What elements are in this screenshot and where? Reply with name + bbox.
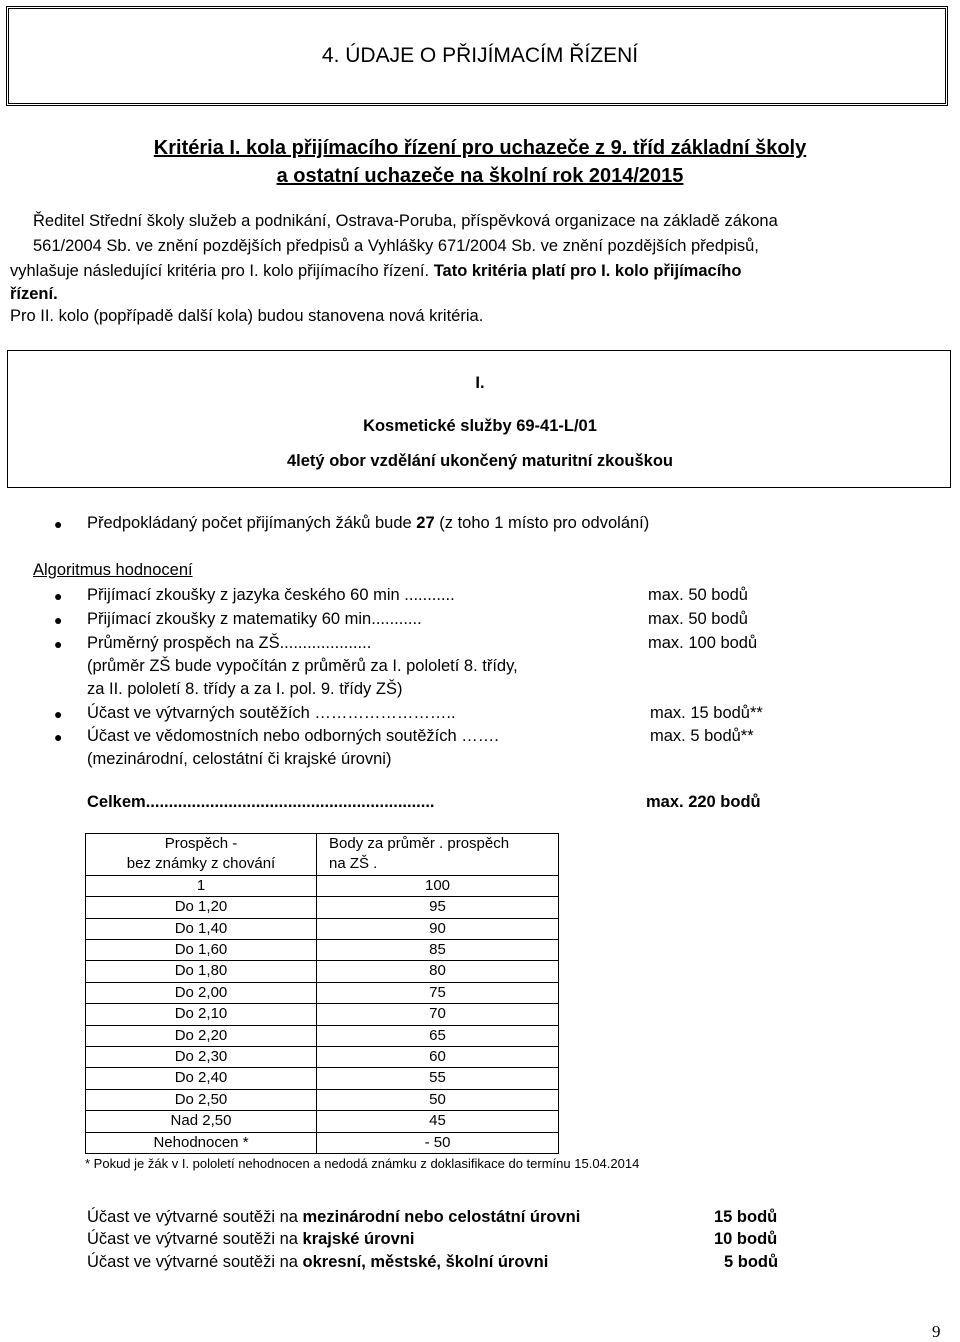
points-cell: 50 [317, 1089, 559, 1110]
art-level: krajské úrovni [302, 1230, 415, 1248]
intro-line-5: Pro II. kolo (popřípadě další kola) budou stanovena nová kritéria. [10, 307, 484, 325]
points-cell: 90 [317, 918, 559, 939]
intro-line-3 [10, 262, 741, 281]
algorithm-item-average-max: max. 100 bodů [648, 634, 758, 652]
item-label: Přijímací zkoušky z jazyka českého 60 min ... [87, 586, 419, 604]
bullet-icon: ● [54, 612, 63, 628]
art-line-district [87, 1253, 548, 1272]
art-level: okresní, městské, školní úrovni [302, 1253, 549, 1271]
grade-cell: Do 1,40 [86, 918, 317, 939]
bullet-icon: ● [54, 706, 63, 722]
item-label: Průměrný prospěch na ZŠ [87, 634, 280, 652]
header-points-line1: Body za průměr . prospěch [329, 835, 510, 852]
competition-note: (mezinárodní, celostátní či krajské úrovni) [87, 750, 392, 768]
table-body [86, 875, 559, 1153]
points-cell: 85 [317, 940, 559, 961]
points-cell: - 50 [317, 1132, 559, 1153]
table-row [86, 1089, 559, 1110]
art-prefix: Účast ve výtvarné soutěži na [87, 1208, 303, 1226]
table-footnote: * Pokud je žák v I. pololetí nehodnocen a nedodá známku z doklasifikace do termínu 15.04.2014 [85, 1156, 640, 1171]
table-row [86, 1111, 559, 1132]
points-cell: 80 [317, 961, 559, 982]
grade-cell: Do 2,00 [86, 982, 317, 1003]
expected-count: 27 [416, 514, 435, 532]
algorithm-item-knowledge [87, 727, 499, 746]
table-row [86, 1025, 559, 1046]
total-value: max. 220 bodů [646, 793, 761, 811]
score-table [85, 833, 559, 1154]
average-note-line2: za II. pololetí 8. třídy a za I. pol. 9. třídy ZŠ) [87, 680, 403, 698]
table-row [86, 918, 559, 939]
intro-line-4: řízení. [10, 285, 58, 303]
total-dots: ............................................................... [145, 793, 435, 811]
grade-cell: Do 1,20 [86, 897, 317, 918]
total-row [87, 793, 435, 812]
table-header-points [317, 834, 559, 876]
algorithm-item-average [87, 634, 371, 653]
header-points-line2: na ZŠ . [329, 855, 378, 873]
item-label: Přijímací zkoušky z matematiky 60 min [87, 610, 372, 628]
field-roman-numeral: I. [475, 374, 485, 392]
table-row [86, 875, 559, 896]
table-row [86, 940, 559, 961]
field-name: Kosmetické služby 69-41-L/01 [363, 417, 597, 435]
table-row [86, 1132, 559, 1153]
grade-cell: Do 2,10 [86, 1004, 317, 1025]
algorithm-item-art [87, 704, 456, 723]
item-dots: …………………….. [309, 704, 456, 722]
art-level: mezinárodní nebo celostátní úrovni [302, 1208, 581, 1226]
expected-prefix: Předpokládaný počet přijímaných žáků bude [87, 514, 417, 532]
grade-cell: Do 1,60 [86, 940, 317, 961]
table-row [86, 961, 559, 982]
algorithm-item-math-max: max. 50 bodů [648, 610, 748, 628]
bullet-icon: ● [54, 516, 63, 532]
algorithm-item-czech [87, 586, 455, 605]
page-number: 9 [932, 1322, 941, 1341]
points-cell: 55 [317, 1068, 559, 1089]
algorithm-item-knowledge-max: max. 5 bodů** [650, 727, 754, 745]
item-label: Účast ve výtvarných soutěžích [87, 704, 310, 722]
algorithm-item-art-max: max. 15 bodů** [650, 704, 763, 722]
grade-cell: 1 [86, 875, 317, 896]
grade-cell: Nehodnocen * [86, 1132, 317, 1153]
header-grade-line1: Prospěch - [164, 835, 238, 852]
points-cell: 100 [317, 875, 559, 896]
table-row [86, 982, 559, 1003]
criteria-title-line2: a ostatní uchazeče na školní rok 2014/2015 [276, 165, 684, 187]
grade-cell: Do 2,40 [86, 1068, 317, 1089]
art-line-regional [87, 1230, 414, 1249]
item-label: Účast ve vědomostních nebo odborných soutěžích [87, 727, 457, 745]
grade-cell: Do 1,80 [86, 961, 317, 982]
table-row [86, 1047, 559, 1068]
art-line-international [87, 1208, 580, 1227]
total-label: Celkem [87, 793, 146, 811]
table-header-grade [86, 834, 317, 876]
points-cell: 75 [317, 982, 559, 1003]
points-cell: 45 [317, 1111, 559, 1132]
points-cell: 70 [317, 1004, 559, 1025]
intro-line-3-bold: Tato kritéria platí pro I. kolo přijímacího [433, 262, 742, 280]
grade-cell: Do 2,20 [86, 1025, 317, 1046]
algorithm-item-math [87, 610, 422, 629]
table-header-row [86, 834, 559, 876]
field-description: 4letý obor vzdělání ukončený maturitní zkouškou [287, 452, 673, 470]
item-dots: ........... [371, 610, 422, 628]
grade-cell: Do 2,50 [86, 1089, 317, 1110]
item-dots: .................... [279, 634, 372, 652]
intro-line-1: Ředitel Střední školy služeb a podnikání, Ostrava-Poruba, příspěvková organizace na základě zákona [33, 212, 778, 230]
bullet-icon: ● [54, 636, 63, 652]
intro-line-3-normal: vyhlašuje následující kritéria pro I. kolo přijímacího řízení. [10, 262, 434, 280]
table-row [86, 1004, 559, 1025]
criteria-title-line1: Kritéria I. kola přijímacího řízení pro uchazeče z 9. tříd základní školy [153, 137, 807, 159]
grade-cell: Nad 2,50 [86, 1111, 317, 1132]
art-prefix: Účast ve výtvarné soutěži na [87, 1230, 303, 1248]
expected-count-text [87, 514, 649, 533]
bullet-icon: ● [54, 729, 63, 745]
header-grade-line2: bez známky z chování [126, 855, 276, 873]
art-points-district: 5 bodů [724, 1253, 779, 1271]
algorithm-title: Algoritmus hodnocení [33, 561, 193, 579]
item-dots: ........ [418, 586, 455, 604]
art-prefix: Účast ve výtvarné soutěži na [87, 1253, 303, 1271]
intro-line-2: 561/2004 Sb. ve znění pozdějších předpisů a Vyhlášky 671/2004 Sb. ve znění pozdějších předpisů, [33, 237, 759, 255]
section-title: 4. ÚDAJE O PŘIJÍMACÍM ŘÍZENÍ [321, 44, 639, 67]
expected-suffix: (z toho 1 místo pro odvolání) [434, 514, 650, 532]
average-note-line1: (průměr ZŠ bude vypočítán z průměrů za I. pololetí 8. třídy, [87, 657, 518, 675]
points-cell: 95 [317, 897, 559, 918]
art-points-regional: 10 bodů [714, 1230, 778, 1248]
table-row [86, 897, 559, 918]
table-row [86, 1068, 559, 1089]
bullet-icon: ● [54, 588, 63, 604]
art-points-international: 15 bodů [714, 1208, 778, 1226]
item-dots: ……. [456, 727, 499, 745]
grade-cell: Do 2,30 [86, 1047, 317, 1068]
points-cell: 60 [317, 1047, 559, 1068]
algorithm-item-czech-max: max. 50 bodů [648, 586, 748, 604]
points-cell: 65 [317, 1025, 559, 1046]
